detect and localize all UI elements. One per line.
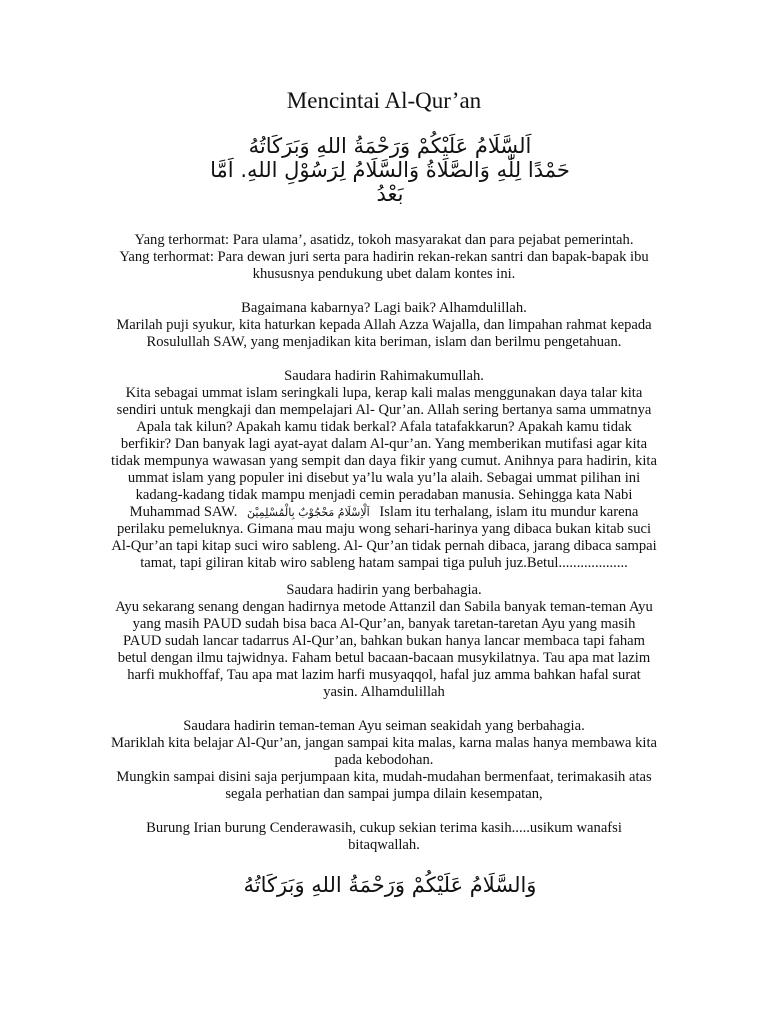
text-line: Marilah puji syukur, kita haturkan kepada Allah Azza Wajalla, dan limpahan rahmat kepada	[116, 317, 652, 333]
text-line: Ayu sekarang senang dengan hadirnya metode Attanzil dan Sabila banyak teman-teman Ayu	[115, 599, 653, 615]
text-line: Yang terhormat: Para ulama’, asatidz, tokoh masyarakat dan para pejabat pemerintah.	[134, 232, 634, 248]
paragraph-greetings	[70, 232, 698, 283]
text-line: ummat islam yang populer ini disebut ya’lu wala yu’la alaih. Sebagai ummat pilihan ini	[127, 470, 641, 486]
text-line: yasin. Alhamdulillah	[323, 684, 445, 700]
text-line: Kita sebagai ummat islam seringkali lupa, kerap kali malas menggunakan daya talar kita	[125, 385, 643, 401]
closing-salutation-arabic: وَالسَّلَامُ عَلَيْكُمْ وَرَحْمَةُ اللهِ وَبَرَكَاتُهُ	[243, 873, 537, 897]
paragraph-pantun	[70, 820, 698, 854]
text-line: Saudara hadirin yang berbahagia.	[286, 582, 482, 598]
text-line: khususnya pendukung ubet dalam kontes ini.	[252, 266, 516, 282]
arabic-line: اَلسَّلَامُ عَلَيْكُمْ وَرَحْمَةُ اللهِ وَبَرَكَاتُهُ	[248, 134, 532, 158]
arabic-line: بَعْدُ	[376, 182, 404, 206]
text-line: Saudara hadirin teman-teman Ayu seiman seakidah yang berbahagia.	[183, 718, 585, 734]
text-line: PAUD sudah lancar tadarrus Al-Qur’an, bahkan bukan hanya lancar membaca tapi faham	[123, 633, 645, 649]
hadith-arabic: اَلْاِسْلَامُ مَحْجُوْبٌ بِالْمُسْلِمِيْنَ	[247, 506, 370, 519]
text-line: Burung Irian burung Cenderawasih, cukup sekian terima kasih.....usikum wanafsi	[146, 820, 622, 836]
text-line: pada kebodohan.	[334, 752, 434, 768]
document-title: Mencintai Al-Qur’an	[286, 88, 482, 113]
text-line: Mungkin sampai disini saja perjumpaan kita, mudah-mudahan bermenfaat, terimakasih atas	[116, 769, 652, 785]
opening-salutation-arabic	[100, 134, 680, 206]
text-line: harfi mukhoffaf, Tau apa mat lazim harfi musyaqqol, hafal juz amma bahkan hafal surat	[127, 667, 641, 683]
text-line: Yang terhormat: Para dewan juri serta para hadirin rekan-rekan santri dan bapak-bapak ibu	[119, 249, 649, 265]
text-line: tidak mempunya wawasan yang sempit dan daya fikir yang cumut. Anihnya para hadirin, kita	[111, 453, 657, 469]
text-segment: Islam itu terhalang, islam itu mundur karena	[379, 504, 639, 520]
text-line: Al-Qur’an tapi kitap suci wiro sableng. Al- Qur’an tidak pernah dibaca, jarang dibaca sampai	[111, 538, 657, 554]
arabic-line: حَمْدًا لِلّٰهِ وَالصَّلَاةُ وَالسَّلَامُ لِرَسُوْلِ اللهِ. اَمَّا	[210, 158, 570, 182]
text-line: Bagaimana kabarnya? Lagi baik? Alhamdulillah.	[241, 300, 527, 316]
text-line: Apala tak kilun? Apakah kamu tidak berkal? Afala tatafakkarun? Apakah kamu tidak	[136, 419, 632, 435]
text-line: perilaku pemeluknya. Gimana mau maju wong sehari-harinya yang dibaca bukan kitab suci	[116, 521, 652, 537]
text-segment: Muhammad SAW.	[129, 504, 238, 520]
text-line: yang masih PAUD sudah bisa baca Al-Qur’an, banyak taretan-taretan Ayu yang masih	[132, 616, 636, 632]
text-line: segala perhatian dan sampai jumpa dilain kesempatan,	[225, 786, 543, 802]
text-line: Saudara hadirin Rahimakumullah.	[284, 368, 484, 384]
paragraph-closing	[70, 718, 698, 803]
text-line: bitaqwallah.	[348, 837, 420, 853]
paragraph-opening	[70, 300, 698, 351]
hadith-line	[70, 504, 698, 521]
text-line: tamat, tapi giliran kitab wiro sableng hatam sampai tiga puluh juz.Betul...................	[140, 555, 628, 571]
text-line: kadang-kadang tidak mampu menjadi cemin peradaban manusia. Sehingga kata Nabi	[135, 487, 633, 503]
paragraph-ayu	[70, 582, 698, 701]
paragraph-main	[70, 368, 698, 572]
text-line: Rosulullah SAW, yang menjadikan kita beriman, islam dan berilmu pengetahuan.	[146, 334, 622, 350]
text-line: betul dengan ilmu tajwidnya. Faham betul bacaan-bacaan musykilatnya. Tau apa mat lazim	[117, 650, 651, 666]
text-line: sendiri untuk mengkaji dan mempelajari Al- Qur’an. Allah sering bertanya sama ummatnya	[116, 402, 652, 418]
text-line: Mariklah kita belajar Al-Qur’an, jangan sampai kita malas, karna malas hanya membawa kita	[111, 735, 657, 751]
text-line: berfikir? Dan banyak lagi ayat-ayat dalam Al-qur’an. Yang memberikan mutifasi agar kita	[120, 436, 648, 452]
